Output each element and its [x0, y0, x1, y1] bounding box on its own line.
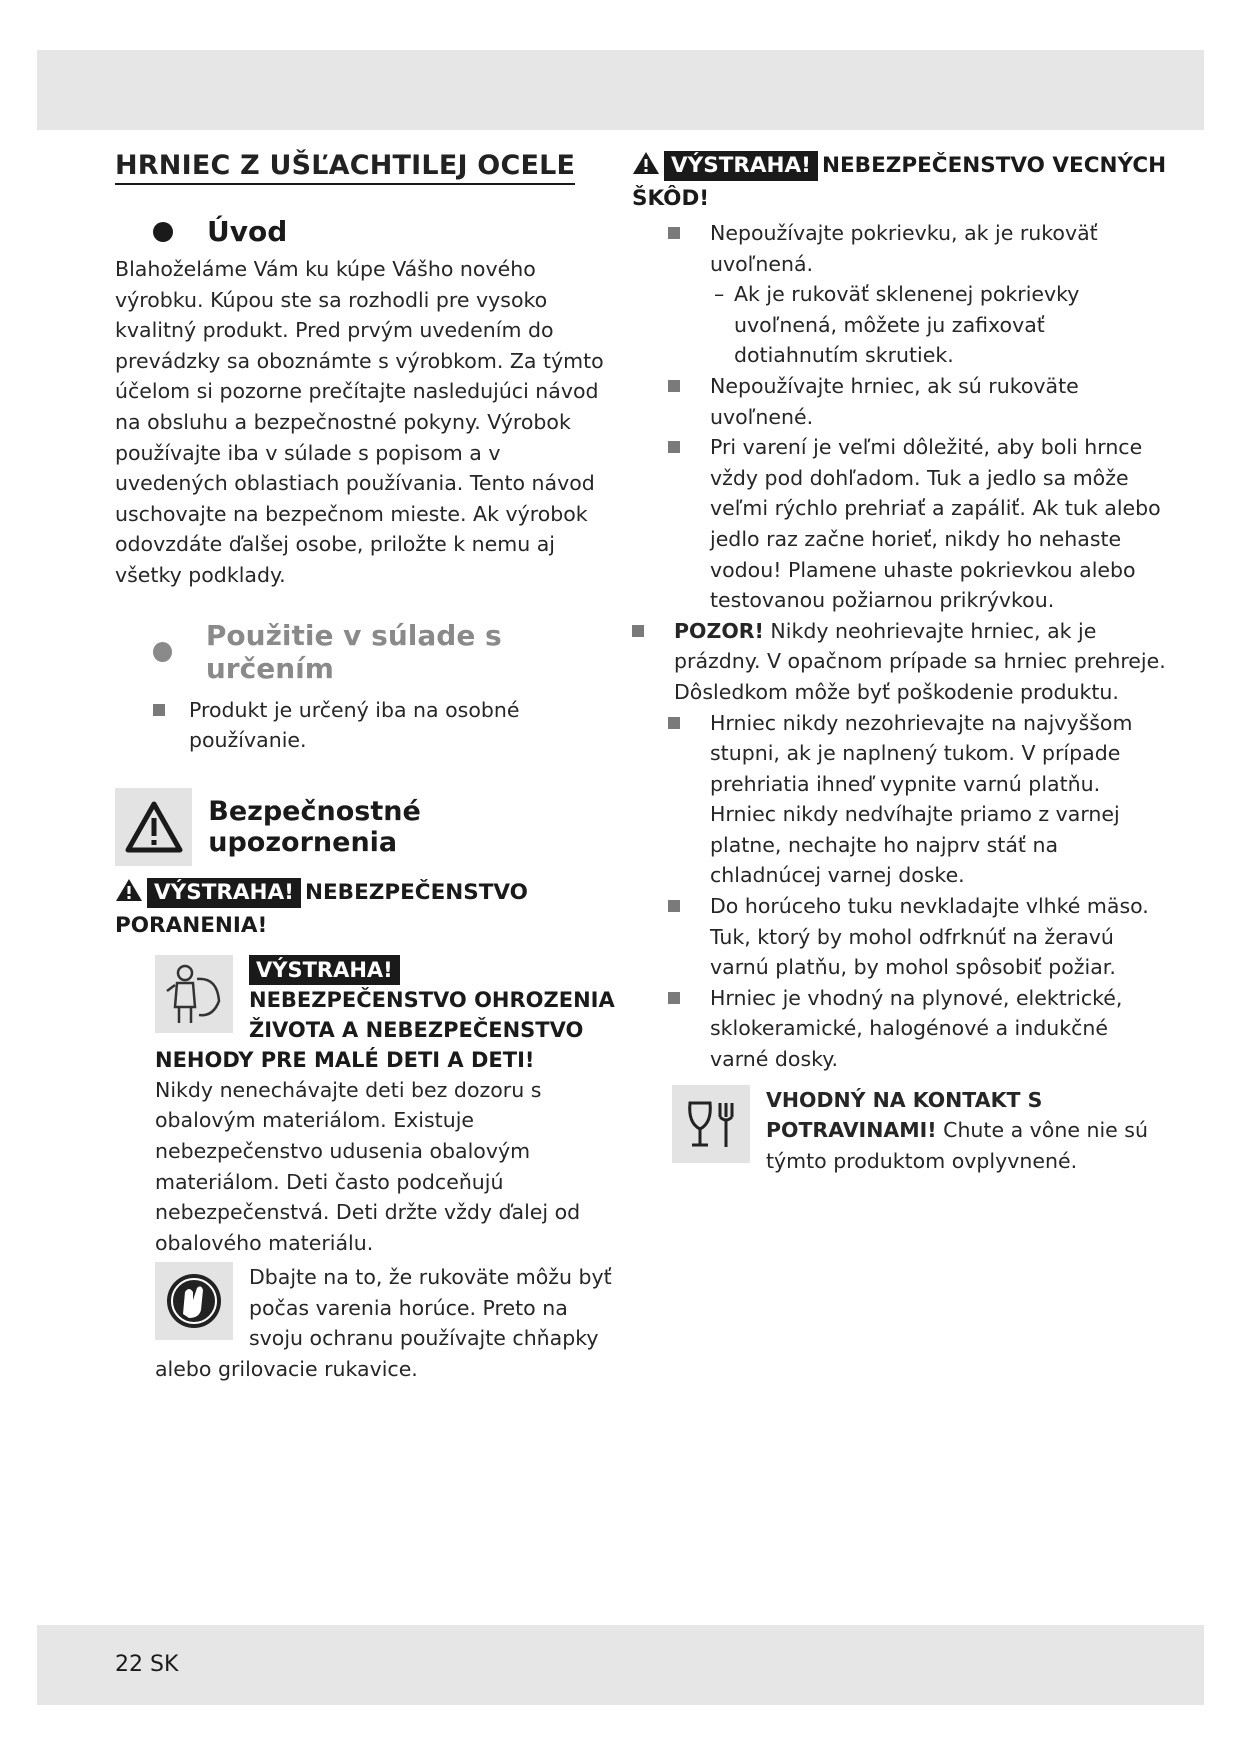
list-item [668, 708, 1167, 892]
bullet-icon [153, 642, 172, 662]
right-column [632, 145, 1167, 1176]
list-item [668, 891, 1167, 983]
usage-section-heading [153, 619, 615, 685]
food-safe-icon [672, 1085, 750, 1163]
warning-small-icon [632, 151, 660, 184]
handles-warning-text: Dbajte na to, že rukoväte môžu byť počas varenia horúce. Preto na svoju ochranu používajte chňapky alebo grilovacie rukavice. [155, 1265, 612, 1382]
children-warning-bold: NEBEZPEČENSTVO OHROZENIA ŽIVOTA A NEBEZPEČENSTVO NEHODY PRE MALÉ DETI A DETI! [155, 987, 615, 1072]
list-item [668, 983, 1167, 1075]
left-column [115, 145, 615, 1385]
square-bullet-icon [668, 992, 680, 1004]
list-item-text: Hrniec je vhodný na plynové, elektrické, sklokeramické, halogénové a indukčné varné dosky. [710, 985, 1123, 1072]
food-safe-block [672, 1085, 1167, 1177]
handles-warning-block [115, 1262, 615, 1384]
page-number: 22 SK [115, 1652, 179, 1677]
children-warning-block [115, 955, 615, 1259]
food-safe-detail: Chute a vône nie sú týmto produktom ovplyvnené. [766, 1118, 1148, 1173]
list-item-text: Nepoužívajte hrniec, ak sú rukoväte uvoľnené. [710, 373, 1079, 429]
intro-section-heading [153, 215, 615, 248]
injury-warning [115, 878, 615, 941]
warning-label: VÝSTRAHA! [147, 878, 301, 908]
list-item-text: Hrniec nikdy nezohrievajte na najvyššom stupni, ak je naplnený tukom. V prípade prehriatia ihneď vypnite varnú platňu. Hrniec nikdy nedvíhajte priamo z varnej platne, nechajte ho najprv stáť na chladnúcej varnej doske. [710, 710, 1133, 888]
food-safe-bold: VHODNÝ NA KONTAKT S POTRAVINAMI! [766, 1087, 1043, 1143]
oven-glove-icon [155, 1262, 233, 1340]
bullet-icon [153, 222, 173, 242]
list-sub-item: – Ak je rukoväť sklenenej pokrievky uvoľnená, môžete ju zafixovať dotiahnutím skrutiek. [714, 282, 1080, 368]
warning-small-icon [115, 878, 143, 911]
usage-item-text: Produkt je určený iba na osobné používanie. [189, 697, 520, 753]
list-item [668, 432, 1167, 616]
square-bullet-icon [668, 227, 680, 239]
children-warning-text: Nikdy nenechávajte deti bez dozoru s obalovým materiálom. Existuje nebezpečenstvo udusenia obalovým materiálom. Deti často podceňujú nebezpečenstvá. Deti držte vždy ďalej od obalového materiálu. [155, 1077, 581, 1255]
list-item-text: Nepoužívajte pokrievku, ak je rukoväť uvoľnená. [710, 221, 1098, 276]
children-warning-label: VÝSTRAHA! [249, 955, 400, 985]
square-bullet-icon [632, 625, 644, 637]
usage-heading: Použitie v súlade s určením [205, 618, 502, 685]
list-item [668, 371, 1167, 432]
square-bullet-icon [153, 704, 165, 716]
damage-warning-text: NEBEZPEČENSTVO VECNÝCH ŠKÔD! [632, 153, 1167, 211]
list-item [632, 616, 1167, 708]
square-bullet-icon [668, 717, 680, 729]
list-item-text: Nikdy neohrievajte hrniec, ak je prázdny. V opačnom prípade sa hrniec prehreje. Dôsledkom môže byť poškodenie produktu. [674, 618, 1166, 704]
list-item-text: Do horúceho tuku nevkladajte vlhké mäso. Tuk, ktorý by mohol odfrknúť na žeravú varnú platňu, by mohol spôsobiť požiar. [710, 894, 1149, 980]
safety-heading: Bezpečnostné upozornenia [208, 795, 421, 858]
damage-warning [632, 151, 1167, 214]
intro-heading: Úvod [207, 215, 288, 248]
usage-item [153, 695, 615, 756]
warning-triangle-icon [115, 788, 192, 866]
child-with-bag-icon [155, 955, 233, 1033]
safety-heading-row [115, 788, 615, 866]
square-bullet-icon [668, 900, 680, 912]
warning-label: VÝSTRAHA! [664, 151, 818, 181]
list-sub-item-text: Ak je rukoväť sklenenej pokrievky uvoľnená, môžete ju zafixovať dotiahnutím skrutiek. [734, 282, 1080, 368]
list-item-text: Pri varení je veľmi dôležité, aby boli hrnce vždy pod dohľadom. Tuk a jedlo sa môže veľmi rýchlo prehriať a zapáliť. Ak tuk alebo jedlo raz začne horieť, nikdy ho nehaste vodou! Plamene uhaste pokrievkou alebo testovanou požiarnou prikrývkou. [710, 435, 1161, 613]
list-item [668, 218, 1167, 279]
caution-label: POZOR! [674, 618, 764, 643]
footer-band [37, 1625, 1204, 1705]
injury-warning-text: NEBEZPEČENSTVO PORANENIA! [115, 879, 528, 938]
square-bullet-icon [668, 380, 680, 392]
header-band [37, 50, 1204, 130]
page-title: HRNIEC Z UŠĽACHTILEJ OCELE [115, 150, 575, 185]
square-bullet-icon [668, 441, 680, 453]
intro-text: Blahoželáme Vám ku kúpe Vášho nového výrobku. Kúpou ste sa rozhodli pre vysoko kvalitný produkt. Pred prvým uvedením do prevádzky sa oboznámte s výrobkom. Za týmto účelom si pozorne prečítajte nasledujúci návod na obsluhu a bezpečnostné pokyny. Výrobok používajte iba v súlade s popisom a v uvedených oblastiach používania. Tento návod uschovajte na bezpečnom mieste. Ak výrobok odovzdáte ďalšej osobe, priložte k nemu aj všetky podklady. [115, 257, 604, 587]
